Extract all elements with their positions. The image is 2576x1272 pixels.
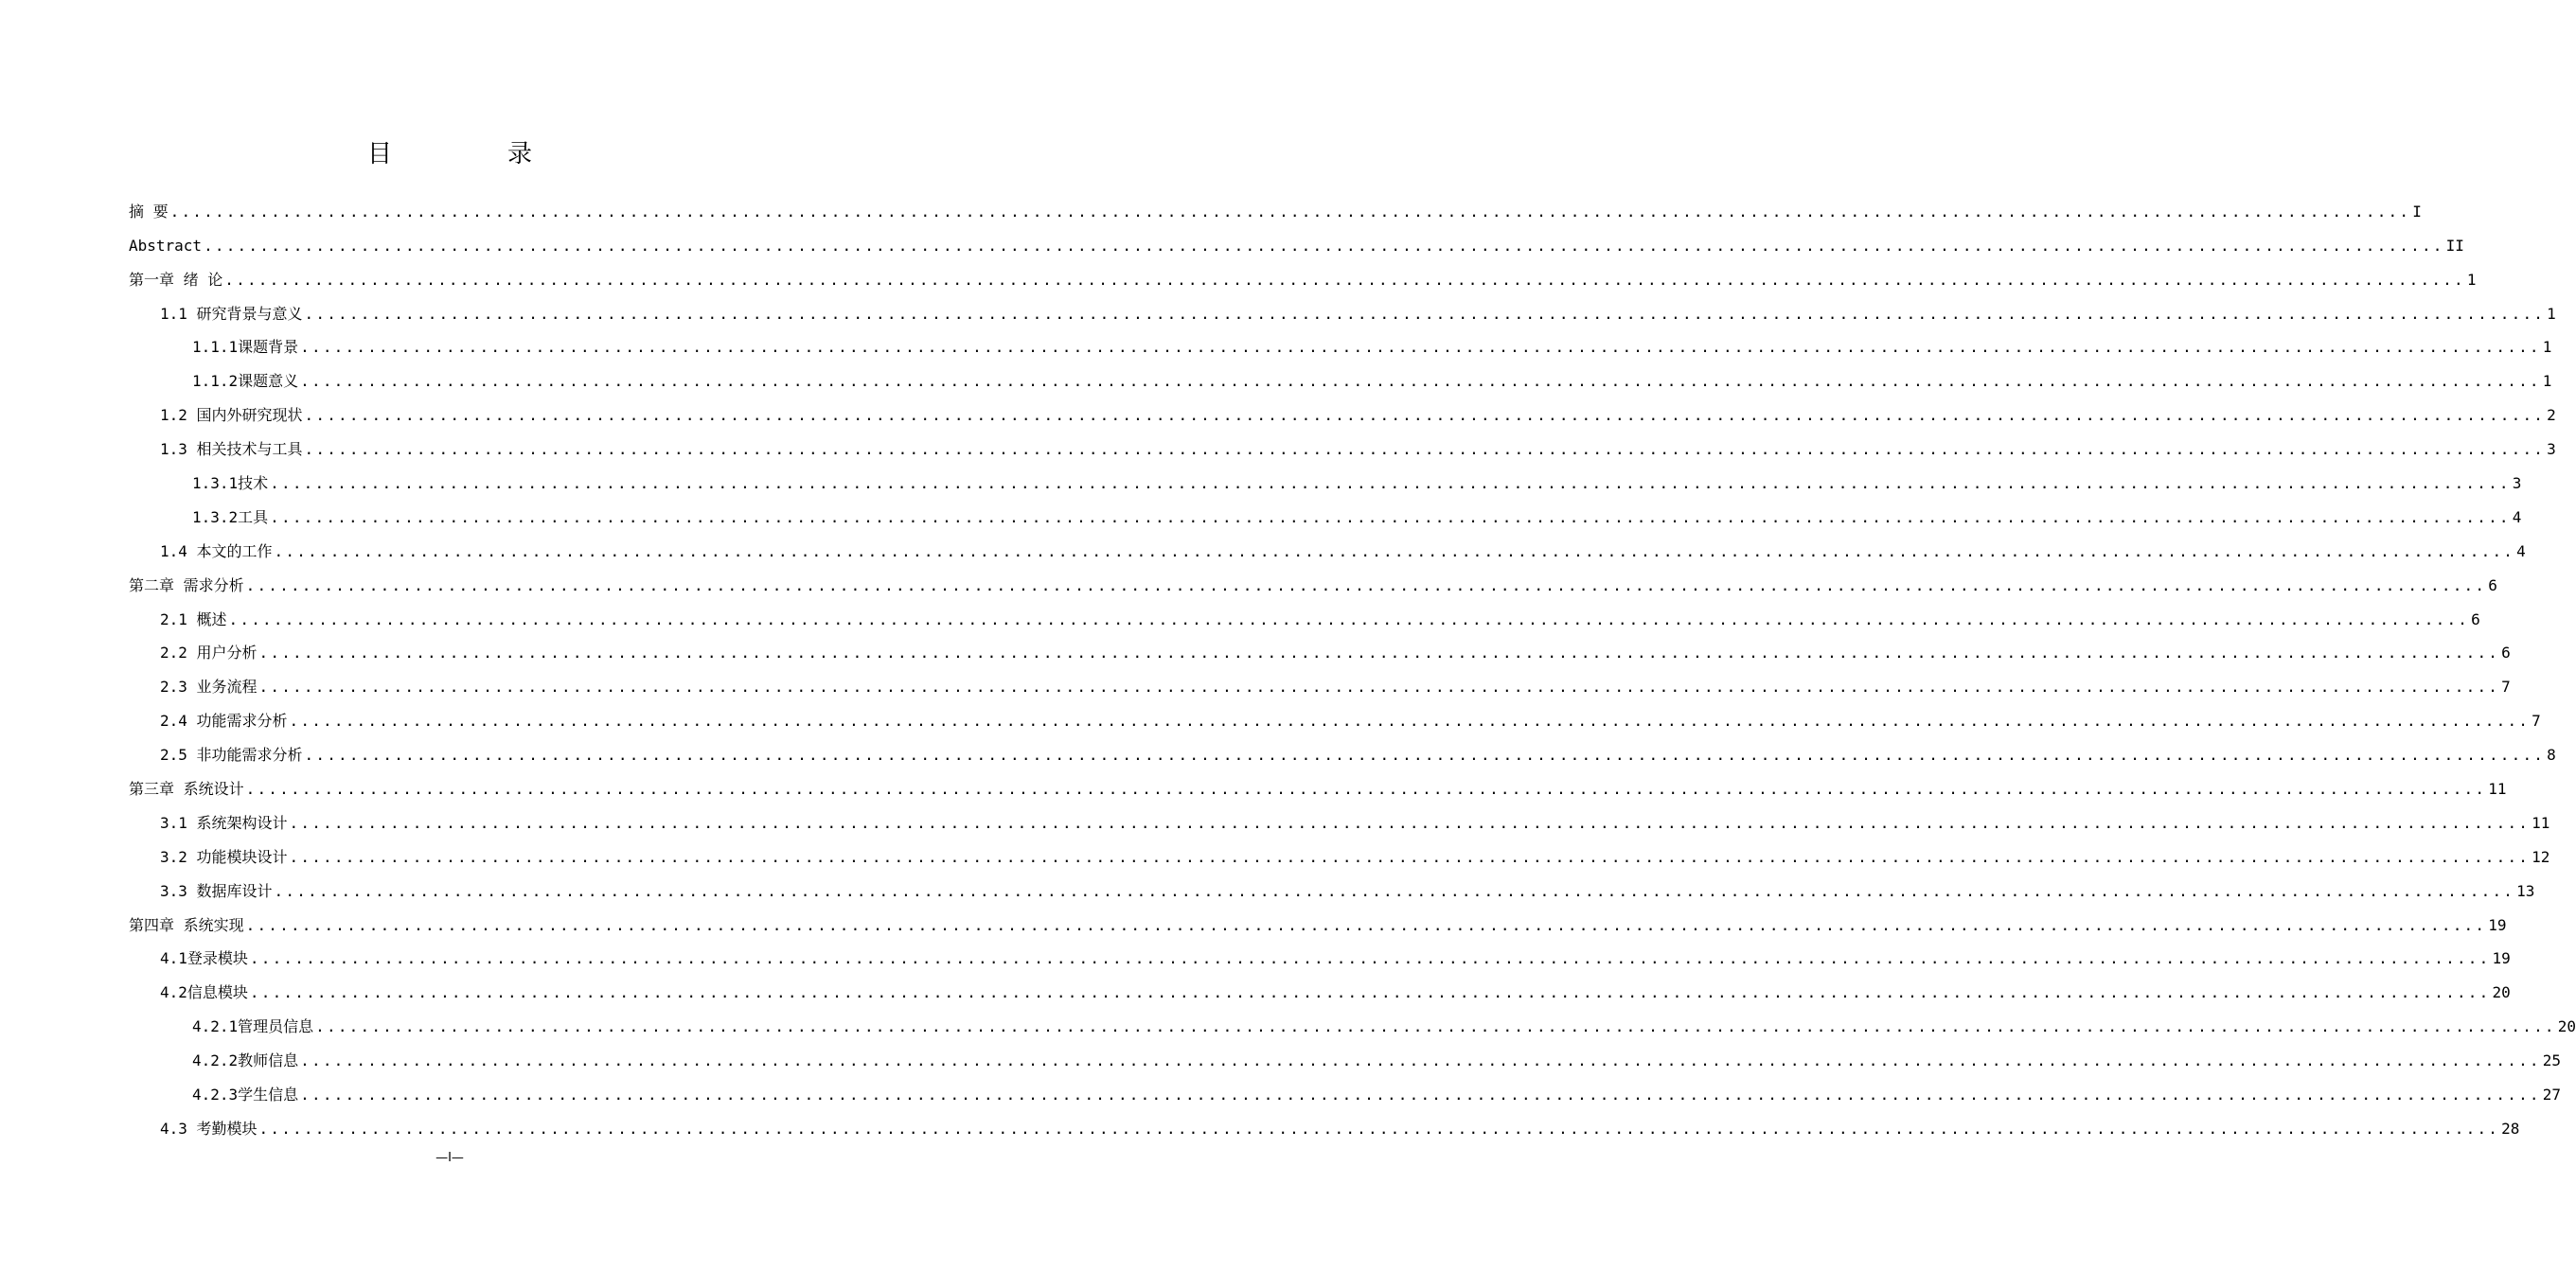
toc-entry-title: 4.2信息模块 (160, 983, 248, 1002)
table-of-contents (129, 187, 2576, 1139)
toc-leader-dots: ........................................................................................................................................................................................................ (300, 1051, 2541, 1070)
toc-entry-page: 6 (2488, 575, 2497, 594)
toc-entry-title: 2.3 业务流程 (160, 678, 258, 697)
toc-entry[interactable] (129, 799, 2550, 833)
toc-entry[interactable] (129, 425, 2556, 459)
toc-entry[interactable] (129, 459, 2522, 493)
toc-entry-title: 1.3 相关技术与工具 (160, 440, 303, 459)
toc-entry[interactable] (129, 1002, 2576, 1036)
toc-leader-dots: ........................................................................................................................................................................................................ (289, 847, 2531, 866)
toc-leader-dots: ........................................................................................................................................................................................................ (245, 780, 2487, 799)
toc-leader-dots: ........................................................................................................................................................................................................ (258, 644, 2500, 662)
toc-entry[interactable] (129, 935, 2511, 969)
toc-entry-page: 13 (2516, 881, 2535, 900)
toc-entry-page: 11 (2488, 780, 2507, 799)
toc-entry-title: 3.1 系统架构设计 (160, 813, 288, 832)
toc-leader-dots: ........................................................................................................................................................................................................ (300, 338, 2541, 357)
toc-entry-title: 第三章 系统设计 (129, 780, 244, 799)
toc-entry[interactable] (129, 256, 2477, 290)
toc-entry-page: 1 (2466, 270, 2477, 289)
toc-leader-dots: ........................................................................................................................................................................................................ (224, 270, 2465, 289)
toc-leader-dots: ........................................................................................................................................................................................................ (169, 202, 2411, 221)
toc-entry[interactable] (129, 324, 2552, 358)
toc-entry-title: 4.1登录模块 (160, 949, 248, 968)
toc-entry-page: 3 (2547, 440, 2556, 459)
toc-entry-title: 1.1 研究背景与意义 (160, 304, 303, 323)
toc-entry-title: 1.1.2课题意义 (192, 372, 299, 391)
toc-entry-page: 2 (2547, 406, 2556, 425)
toc-entry-page: 20 (2557, 1017, 2576, 1036)
toc-entry-page: 25 (2542, 1051, 2561, 1070)
toc-entry[interactable] (129, 731, 2556, 765)
toc-entry-title: 2.2 用户分析 (160, 644, 258, 662)
toc-leader-dots: ........................................................................................................................................................................................................ (270, 474, 2511, 493)
toc-entry[interactable] (129, 765, 2507, 799)
toc-entry-title: 2.5 非功能需求分析 (160, 746, 303, 765)
toc-leader-dots: ........................................................................................................................................................................................................ (270, 507, 2511, 526)
toc-entry-page: II (2445, 236, 2464, 255)
toc-entry[interactable] (129, 357, 2552, 391)
toc-leader-dots: ........................................................................................................................................................................................................ (315, 1017, 2556, 1036)
toc-entry-title: 第二章 需求分析 (129, 575, 244, 594)
toc-entry-title: 3.2 功能模块设计 (160, 847, 288, 866)
toc-entry-title: 1.3.1技术 (192, 474, 269, 493)
toc-entry[interactable] (129, 1036, 2561, 1070)
toc-entry-title: 4.3 考勤模块 (160, 1119, 258, 1138)
toc-entry-page: 4 (2516, 541, 2526, 560)
toc-leader-dots: ........................................................................................................................................................................................................ (300, 372, 2541, 391)
toc-entry[interactable] (129, 527, 2526, 561)
toc-entry-title: 3.3 数据库设计 (160, 881, 273, 900)
toc-entry[interactable] (129, 867, 2535, 901)
toc-entry[interactable] (129, 697, 2541, 731)
toc-leader-dots: ........................................................................................................................................................................................................ (300, 1086, 2541, 1104)
toc-entry-page: 7 (2532, 712, 2541, 731)
toc-entry[interactable] (129, 187, 2422, 221)
toc-leader-dots: ........................................................................................................................................................................................................ (245, 915, 2487, 934)
toc-leader-dots: ........................................................................................................................................................................................................ (289, 813, 2531, 832)
toc-leader-dots: ........................................................................................................................................................................................................ (304, 406, 2546, 425)
toc-entry-page: 11 (2532, 813, 2550, 832)
toc-entry-title: 2.4 功能需求分析 (160, 712, 288, 731)
toc-entry-page: 27 (2542, 1086, 2561, 1104)
toc-entry-title: 2.1 概述 (160, 610, 227, 628)
toc-leader-dots: ........................................................................................................................................................................................................ (274, 541, 2515, 560)
toc-leader-dots: ........................................................................................................................................................................................................ (304, 746, 2546, 765)
toc-entry-title: 1.1.1课题背景 (192, 338, 299, 357)
toc-leader-dots: ........................................................................................................................................................................................................ (274, 881, 2515, 900)
toc-entry-page: 12 (2532, 847, 2550, 866)
toc-leader-dots: ........................................................................................................................................................................................................ (304, 304, 2546, 323)
toc-entry-page: 19 (2492, 949, 2511, 968)
toc-entry-title: 第四章 系统实现 (129, 915, 244, 934)
toc-leader-dots: ........................................................................................................................................................................................................ (258, 678, 2500, 697)
toc-entry-page: 6 (2471, 610, 2480, 628)
toc-leader-dots: ........................................................................................................................................................................................................ (228, 610, 2470, 628)
toc-entry-title: 摘 要 (129, 202, 169, 221)
toc-entry[interactable] (129, 629, 2511, 663)
toc-leader-dots: ........................................................................................................................................................................................................ (304, 440, 2546, 459)
toc-leader-dots: ........................................................................................................................................................................................................ (258, 1119, 2500, 1138)
toc-entry-page: 1 (2542, 372, 2552, 391)
toc-entry-page: 3 (2512, 474, 2522, 493)
toc-entry[interactable] (129, 493, 2522, 527)
toc-entry[interactable] (129, 1104, 2520, 1139)
toc-entry-title: 4.2.1管理员信息 (192, 1017, 314, 1036)
toc-leader-dots: ........................................................................................................................................................................................................ (204, 236, 2444, 255)
toc-entry[interactable] (129, 968, 2511, 1002)
toc-entry[interactable] (129, 290, 2556, 324)
toc-entry-page: 8 (2547, 746, 2556, 765)
toc-leader-dots: ........................................................................................................................................................................................................ (245, 575, 2487, 594)
toc-entry-page: I (2412, 202, 2422, 221)
toc-entry-title: 1.2 国内外研究现状 (160, 406, 303, 425)
toc-entry[interactable] (129, 1070, 2561, 1104)
toc-entry-page: 1 (2547, 304, 2556, 323)
toc-entry-page: 20 (2492, 983, 2511, 1002)
toc-leader-dots: ........................................................................................................................................................................................................ (249, 983, 2491, 1002)
toc-entry-page: 19 (2488, 915, 2507, 934)
page-footer: —I— (435, 1151, 464, 1165)
page-title: 目 录 (366, 140, 577, 168)
toc-entry[interactable] (129, 391, 2556, 425)
toc-entry[interactable] (129, 662, 2511, 697)
toc-entry-page: 6 (2501, 644, 2511, 662)
toc-entry-page: 4 (2512, 507, 2522, 526)
toc-entry-title: Abstract (129, 236, 203, 255)
toc-leader-dots: ........................................................................................................................................................................................................ (249, 949, 2491, 968)
toc-entry[interactable] (129, 833, 2550, 867)
toc-entry-title: 4.2.2教师信息 (192, 1051, 299, 1070)
toc-entry[interactable] (129, 595, 2480, 629)
toc-entry-title: 1.3.2工具 (192, 507, 269, 526)
toc-entry-title: 4.2.3学生信息 (192, 1086, 299, 1104)
toc-entry[interactable] (129, 901, 2507, 935)
toc-entry-page: 1 (2542, 338, 2552, 357)
toc-entry-page: 28 (2501, 1119, 2520, 1138)
toc-entry[interactable] (129, 221, 2464, 256)
toc-leader-dots: ........................................................................................................................................................................................................ (289, 712, 2531, 731)
toc-entry-page: 7 (2501, 678, 2511, 697)
toc-entry-title: 1.4 本文的工作 (160, 541, 273, 560)
toc-entry[interactable] (129, 561, 2497, 595)
toc-entry-title: 第一章 绪 论 (129, 270, 223, 289)
